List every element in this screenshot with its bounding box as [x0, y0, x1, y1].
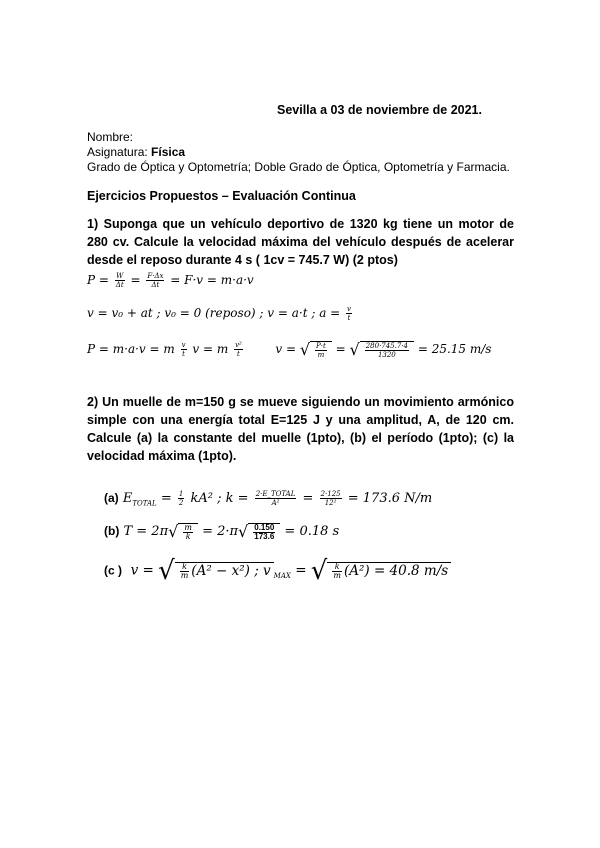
section-title: Ejercicios Propuestos – Evaluación Continua: [87, 189, 356, 203]
frac-num: F·Δx: [147, 272, 164, 280]
sqrt-symbol: √: [238, 522, 249, 541]
part-label: (b): [104, 524, 120, 538]
fraction: [146, 272, 164, 289]
eq-subscript: MAX: [273, 572, 291, 581]
frac-den: 173.6: [254, 531, 275, 541]
frac-den: m: [180, 571, 189, 580]
sqrt-body: [310, 341, 332, 359]
frac-num: W: [116, 272, 124, 280]
fraction: [315, 342, 327, 359]
asignatura-line: [87, 145, 185, 160]
fraction: [332, 563, 342, 580]
p2-part-a: [104, 490, 432, 508]
frac-den: Δt: [115, 281, 124, 289]
fraction: [365, 342, 409, 359]
p2-part-c: [104, 556, 451, 586]
frac-num: v: [181, 341, 186, 349]
eq-text: (A²) = 40.8 m/s: [343, 563, 449, 579]
eq-text: = F·v = m·a·v: [170, 273, 254, 287]
eq-text: = 2·π: [202, 524, 239, 539]
sqrt-symbol: √: [310, 556, 328, 586]
asignatura-value: Física: [151, 145, 186, 159]
sqrt-body: [360, 341, 414, 359]
eq-text: (A² − x²) ; v: [191, 563, 271, 579]
part-label: (c ): [104, 563, 122, 578]
frac-den: t: [347, 314, 351, 322]
sqrt-body: [175, 562, 274, 580]
sqrt-symbol: √: [349, 340, 360, 359]
eq-text: v =: [130, 562, 154, 579]
eq-text: =: [130, 273, 141, 287]
frac-num: 280·745.7·4: [365, 341, 409, 350]
sqrt-body: [178, 523, 198, 541]
fraction: [183, 524, 193, 541]
frac-num: k: [180, 563, 190, 572]
p1-equation-velocity: [87, 305, 354, 322]
eq-text: =: [335, 342, 346, 356]
frac-num: 2·125: [320, 490, 341, 498]
sqrt-symbol: √: [158, 556, 175, 586]
grado-line: Grado de Óptica y Optometría; Doble Grado de Óptica, Optometría y Farmacia.: [87, 160, 510, 174]
frac-den: k: [185, 531, 191, 541]
frac-num: m: [184, 522, 192, 532]
frac-den: 2: [178, 499, 184, 507]
frac-num: k: [332, 563, 342, 572]
sqrt-body: [327, 562, 451, 580]
eq-text: P =: [87, 273, 109, 287]
fraction: [180, 563, 190, 580]
eq-text: = 0.18 s: [284, 524, 340, 539]
eq-subscript: TOTAL: [132, 499, 157, 508]
sqrt-body: [248, 523, 280, 541]
fraction: [115, 272, 125, 289]
nombre-label: Nombre:: [87, 130, 134, 144]
problem-1-statement: 1) Suponga que un vehículo deportivo de 1320 kg tiene un motor de 280 cv. Calcule la velocidad máxima del vehículo después de acelerar desde el reposo durante 4 s ( 1cv = 745.7 W) (2 ptos): [87, 217, 514, 267]
asignatura-label: Asignatura:: [87, 145, 152, 159]
sqrt-symbol: √: [299, 340, 311, 359]
frac-den: m: [333, 571, 341, 580]
fraction: [234, 341, 243, 358]
eq-text: P = m·a·v = m: [87, 342, 175, 356]
p2-part-b: [104, 522, 339, 541]
eq-text: = 25.15 m/s: [417, 342, 492, 356]
p1-equation-result: [87, 340, 491, 359]
eq-text: =: [302, 491, 314, 506]
frac-den: m: [317, 350, 325, 359]
frac-num: P·t: [316, 341, 326, 350]
fraction: [346, 305, 352, 322]
fraction: [181, 341, 187, 358]
frac-den: A²: [271, 499, 280, 507]
eq-text: v =: [275, 342, 296, 356]
fraction: [178, 490, 184, 507]
fraction: [320, 490, 342, 507]
eq-text: =: [295, 562, 307, 579]
frac-num: v: [347, 305, 352, 313]
fraction: [255, 490, 297, 507]
frac-num: 0.150: [254, 522, 275, 532]
part-label: (a): [104, 491, 119, 505]
fraction: [253, 524, 275, 541]
frac-den: t: [237, 350, 240, 358]
date-line: Sevilla a 03 de noviembre de 2021.: [277, 103, 482, 117]
frac-num: v²: [235, 341, 242, 349]
eq-text: kA² ; k =: [190, 491, 249, 506]
problem-2-statement: 2) Un muelle de m=150 g se mueve siguiendo un movimiento armónico simple con una energía total E=125 J y una amplitud, A, de 120 cm. Calcule (a) la constante del muelle (1pto), (b) el período (1pto); (c) la velocidad máxima (1pto).: [87, 395, 514, 463]
eq-text: v = v₀ + at ; v₀ = 0 (reposo) ; v = a·t ; a =: [87, 306, 341, 320]
frac-num: 2·E_TOTAL: [255, 490, 296, 498]
frac-den: 12²: [324, 499, 337, 507]
frac-num: 1: [178, 490, 184, 498]
eq-text: =: [160, 491, 172, 506]
p1-equation-power: [87, 272, 254, 289]
eq-text: E: [122, 491, 133, 506]
eq-text: T = 2π: [123, 524, 169, 539]
eq-text: v = m: [192, 342, 229, 356]
eq-text: = 173.6 N/m: [347, 491, 433, 506]
frac-den: 1320: [377, 350, 396, 359]
frac-den: Δt: [151, 281, 160, 289]
frac-den: t: [182, 350, 185, 358]
sqrt-symbol: √: [168, 522, 179, 541]
